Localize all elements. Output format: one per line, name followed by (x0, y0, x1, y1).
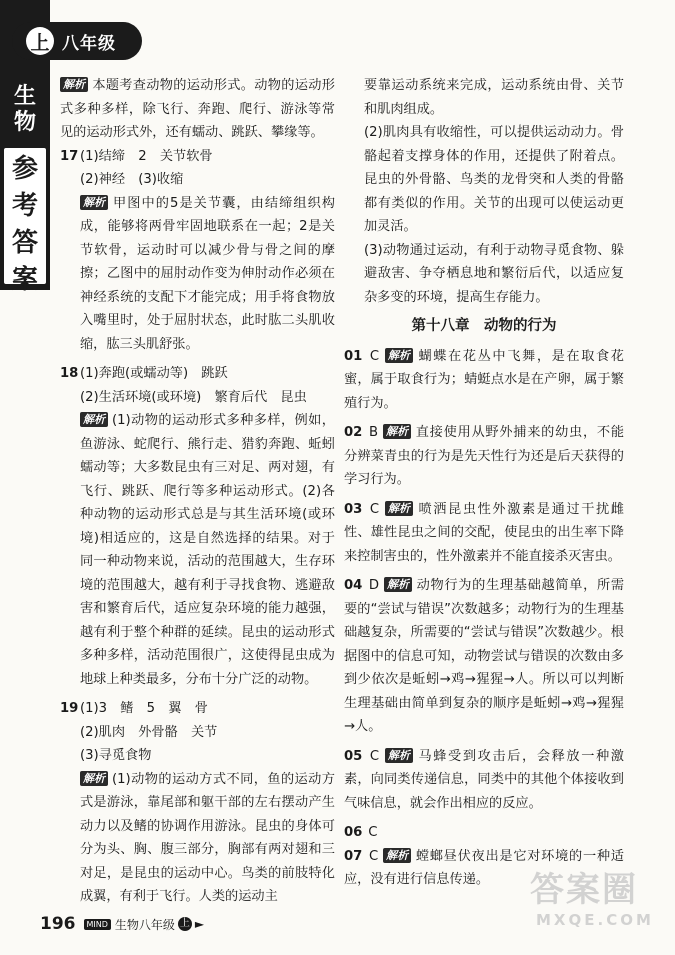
book-title: 生物八年级 (114, 917, 175, 932)
analysis-tag: 解析 (385, 748, 413, 763)
q04 (344, 574, 624, 739)
q17-number: 17 (60, 148, 79, 164)
answers-char-1: 参 (11, 154, 38, 184)
q04-analysis: 动物行为的生理基础越简单，所需要的“尝试与错误”次数越多；动物行为的生理基础越复杂，所需要的“尝试与错误”次数越少。根据图中的信息可知，动物尝试与错误的次数由多到少依次是蚯蚓→鸡→猩猩→人。所以可以判断生理基础由简单到复杂的顺序是蚯蚓→鸡→猩猩→人。 (344, 578, 625, 734)
q07-answer: C (368, 848, 379, 864)
analysis-tag: 解析 (60, 77, 88, 92)
right-column (344, 74, 624, 892)
grade-label: 八年级 (62, 33, 116, 54)
q07-number: 07 (344, 848, 363, 864)
q02-analysis: 直接使用从野外捕来的幼虫，不能分辨菜青虫的行为是先天性行为还是后天获得的学习行为。 (344, 425, 625, 487)
analysis-tag: 解析 (384, 577, 412, 592)
q19-continued-3: (3)动物通过运动，有利于动物寻觅食物、躲避敌害、争夺栖息地和繁衍后代，以适应复杂多变的环境，提高生存能力。 (364, 242, 624, 305)
q05-number: 05 (344, 748, 363, 764)
q19-answer-line-2: (2)肌肉 外骨骼 关节 (80, 724, 218, 740)
q19-analysis-text: (1)动物的运动方式不同，鱼的运动方式是游泳，靠尾部和躯干部的左右摆动产生动力以及鳍的协调作用游泳。昆虫的身体可分为头、胸、腹三部分，胸部有两对翅和三对足，是昆虫的运动中心。鸟类的前肢特化成翼，有利于飞行。人类的运动主 (80, 771, 335, 904)
q01-answer: C (369, 348, 380, 364)
q17-answer-line-2: (2)神经 (3)收缩 (80, 172, 184, 187)
q19-a1: (1)3 鳍 5 翼 骨 (80, 701, 208, 716)
watermark (530, 862, 670, 952)
q17-a1: (1)结缔 2 关节软骨 (80, 148, 213, 164)
analysis-tag: 解析 (80, 195, 108, 210)
chapter-heading: 第十八章 动物的行为 (411, 318, 557, 334)
q03-number: 03 (344, 501, 363, 517)
volume-badge: 上 (179, 918, 190, 929)
q03-answer: C (369, 501, 380, 517)
volume-circle: 上 (26, 27, 54, 55)
q19-answer-line-1 (60, 697, 335, 721)
q17-answer-line-1 (60, 145, 335, 169)
subject-title (8, 84, 42, 136)
q16-analysis-text: 本题考查动物的运动形式。动物的运动形式多种多样，除飞行、奔跑、爬行、游泳等常见的运动形式外，还有蠕动、跳跃、攀缘等。 (60, 78, 335, 140)
analysis-tag: 解析 (80, 412, 108, 427)
q04-answer: D (368, 578, 380, 593)
grade-badge (12, 22, 142, 60)
answers-char-4: 案 (11, 265, 38, 295)
analysis-tag: 解析 (383, 424, 411, 439)
q01-number: 01 (344, 348, 363, 364)
q19-number: 19 (60, 701, 79, 716)
q02-number: 02 (344, 425, 363, 440)
q18-answer-line-1 (60, 362, 335, 386)
q19-analysis (60, 768, 335, 909)
q07-analysis: 螳螂昼伏夜出是它对环境的一种适应，没有进行信息传递。 (344, 848, 624, 887)
q19-answer-line-3: (3)寻觅食物 (80, 748, 152, 763)
q04-number: 04 (344, 578, 363, 593)
watermark-url: MXQE.COM (536, 911, 654, 929)
q01 (344, 345, 624, 416)
q02-answer: B (368, 425, 379, 440)
q05 (344, 745, 624, 816)
page-footer (40, 914, 204, 934)
q01-analysis: 蝴蝶在花丛中飞舞，是在取食花蜜，属于取食行为；蜻蜓点水是在产卵，属于繁殖行为。 (344, 348, 624, 411)
left-column (60, 74, 335, 909)
q19-continued-2: (2)肌肉具有收缩性，可以提供运动动力。骨骼起着支撑身体的作用，还提供了附着点。昆虫的外骨骼、鸟类的龙骨突和人类的骨骼都有类似的作用。关节的出现可以使运动更加灵活。 (364, 125, 624, 234)
q05-analysis: 马蜂受到攻击后，会释放一种激素，向同类传递信息，同类中的其他个体接收到气味信息，就会作出相应的反应。 (344, 748, 624, 811)
q06 (344, 821, 624, 845)
analysis-tag: 解析 (383, 848, 411, 863)
page-number: 196 (40, 914, 76, 934)
analysis-tag: 解析 (385, 348, 413, 363)
q03 (344, 498, 624, 569)
q18-analysis (60, 409, 335, 691)
analysis-tag: 解析 (80, 771, 108, 786)
q03-analysis: 喷洒昆虫性外激素是通过干扰雌性、雄性昆虫之间的交配，使昆虫的出生率下降来控制害虫的，性外激素并不能直接杀灭害虫。 (344, 501, 624, 564)
q06-answer: C (368, 825, 378, 840)
analysis-tag: 解析 (385, 501, 413, 516)
brand-logo: MIND (84, 919, 111, 930)
q18-answer-line-2: (2)生活环境(或环境) 繁育后代 昆虫 (80, 389, 307, 405)
q17-analysis (60, 192, 335, 357)
q06-number: 06 (344, 825, 363, 840)
q16-analysis (60, 74, 335, 145)
answers-title (4, 148, 46, 295)
q05-answer: C (369, 748, 380, 764)
arrow-icon: ► (194, 917, 205, 931)
q18-a1: (1)奔跑(或蠕动等) 跳跃 (80, 366, 228, 381)
q17-analysis-text: 甲图中的5是关节囊，由结缔组织构成，能够将两骨牢固地联系在一起；2是关节软骨，运动时可以减少骨与骨之间的摩擦；乙图中的屈肘动作变为伸肘动作必须在神经系统的支配下才能完成；用手将食物放入嘴里时，处于屈肘状态，此时肱二头肌收缩，肱三头肌舒张。 (80, 195, 335, 352)
answers-char-3: 答 (11, 228, 38, 258)
watermark-logo: 答案圈 (530, 870, 638, 910)
answers-char-2: 考 (11, 191, 38, 221)
q18-number: 18 (60, 366, 79, 381)
subject-char-1: 生 (13, 84, 36, 109)
q19-continued-1: 要靠运动系统来完成，运动系统由骨、关节和肌肉组成。 (364, 78, 624, 117)
q02 (344, 421, 624, 492)
q18-analysis-text: (1)动物的运动形式多种多样，例如，鱼游泳、蛇爬行、熊行走、猎豹奔跑、蚯蚓蠕动等；大多数昆虫有三对足、两对翅，有飞行、跳跃、爬行等多种运动形式。(2)各种动物的运动形式总是与其生活环境(或环境)相适应的，这是自然选择的结果。对于同一种动物来说，活动的范围越大，生存环境的范围越大，越有利于寻找食物、逃避敌害和繁育后代，适应复杂环境的能力越强，越有利于整个种群的延续。昆虫的运动形式多种多样，活动范围很广，这使得昆虫成为地球上种类最多，分布十分广泛的动物。 (80, 413, 335, 687)
subject-char-2: 物 (13, 110, 36, 135)
